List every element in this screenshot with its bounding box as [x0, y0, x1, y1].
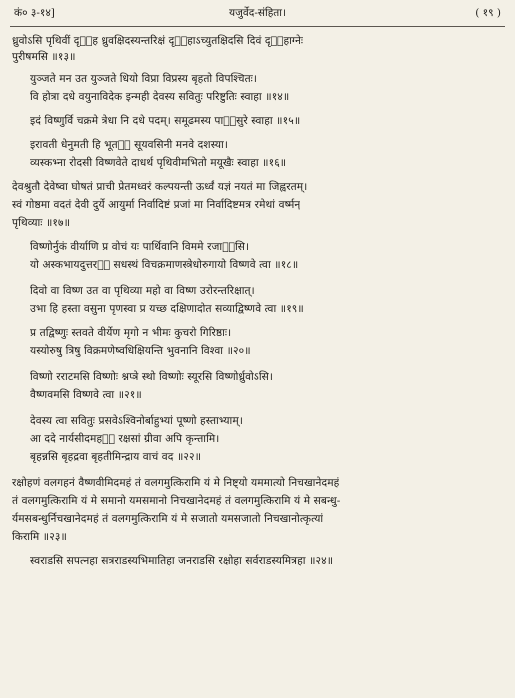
verse-line: उभा हि हस्ता वसुना पृणस्वा प्र यच्छ दक्षिणादोत सव्याद्विष्णवे त्वा ॥१९॥: [30, 303, 304, 315]
header-rule: [10, 26, 505, 27]
page-number: ( १९ ): [475, 7, 501, 19]
verse-line: पुरीषमसि ॥१३॥: [12, 51, 76, 63]
verse-line: किरामि ॥२३॥: [12, 531, 67, 543]
verse-line: स्वं गोष्ठमा वदतं देवी दुर्ये आयुर्मा निर्वादिष्टं प्रजां मा निर्वादिष्टमत्र रमेथां वर्ष्मन्: [12, 199, 301, 211]
verse-line: पृथिव्याः ॥१७॥: [12, 217, 71, 229]
verse-line: रक्षोहणं वलगहनं वैष्णवीमिदमहं तं वलगमुत्किरामि यं मे निष्ट्यो यममात्यो निचखानेदमहं: [12, 477, 340, 489]
verse-line: वि होत्रा दधे वयुनाविदेक इन्मही देवस्य सवितुः परिष्टुतिः स्वाहा ॥१४॥: [30, 91, 290, 103]
verse-line: इदं विष्णुर्वि चक्रमे त्रेधा नि दधे पदम्। समूढमस्य पाᳬंसुरे स्वाहा ॥१५॥: [30, 115, 301, 127]
verse-line: व्यस्कभ्ना रोदसी विष्णवेते दाधर्थ पृथिवीमभितो मयूखैः स्वाहा ॥१६॥: [30, 157, 287, 169]
verse-line: विष्णोर्नुकं वीर्याणि प्र वोचं यः पार्थिवानि विममे रजाᳬंसि।: [30, 241, 250, 253]
verse-line: तं वलगमुत्किरामि यं मे समानो यमसमानो निचखानेदमहं तं वलगमुत्किरामि यं मे सबन्धु-: [12, 495, 341, 507]
verse-line: र्यमसबन्धुर्निचखानेदमहं तं वलगमुत्किरामि यं मे सजातो यमसजातो निचखानोत्कृत्यां: [12, 513, 324, 525]
verse-line: दिवो वा विष्ण उत वा पृथिव्या महो वा विष्ण उरोरन्तरिक्षात्।: [30, 285, 255, 297]
verse-line: स्वराडसि सपत्नहा सत्रराडस्यभिमातिहा जनराडसि रक्षोहा सर्वराडस्यमित्रहा ॥२४॥: [30, 555, 334, 567]
verse-line: आ ददे नार्यसीदमहᳬं रक्षसां ग्रीवा अपि कृन्तामि।: [30, 433, 220, 445]
verse-line: यो अस्कभायदुत्तरᳬं सधस्थं विचक्रमाणस्त्रेधोरुगायो विष्णवे त्वा ॥१८॥: [30, 259, 299, 271]
verse-line: यस्योरुषु त्रिषु विक्रमणेष्वधिक्षियन्ति भुवनानि विश्वा ॥२०॥: [30, 345, 251, 357]
book-title: यजुर्वेद-संहिता।: [229, 7, 286, 19]
verse-line: ध्रुवोऽसि पृथिवीं दृᳬंह ध्रुवक्षिदस्यन्तरिक्षं दृᳬंहाऽच्युतक्षिदसि दिवं दृᳬंहाग्नेः: [12, 35, 304, 47]
verse-line: प्र तद्विष्णुः स्तवते वीर्येण मृगो न भीमः कुचरो गिरिष्ठाः।: [30, 327, 232, 339]
verse-line: देवस्य त्वा सवितुः प्रसवेऽश्विनोर्बाहुभ्यां पूष्णो हस्ताभ्याम्।: [30, 415, 243, 427]
verse-line: बृहन्नसि बृहद्रवा बृहतीमिन्द्राय वाचं वद ॥२२॥: [30, 451, 202, 463]
page-header: [14, 6, 501, 24]
verse-line: देवश्रुतौ देवेष्वा घोषतं प्राची प्रेतमध्वरं कल्पयन्ती ऊर्ध्वं यज्ञं नयतं मा जिह्वरतम्।: [12, 181, 308, 193]
verse-line: वैष्णवमसि विष्णवे त्वा ॥२१॥: [30, 389, 142, 401]
verse-line: विष्णो रराटमसि विष्णोः श्नप्त्रे स्थो विष्णोः स्यूरसि विष्णोर्ध्रुवोऽसि।: [30, 371, 273, 383]
chapter-verse-range: कं० ३-१४]: [14, 7, 55, 19]
verse-line: युञ्जते मन उत युञ्जते धियो विप्रा विप्रस्य बृहतो विपश्चितः।: [30, 73, 258, 85]
verse-line: इरावती धेनुमती हि भूतᳬं सूयवसिनी मनवे दशस्या।: [30, 139, 229, 151]
